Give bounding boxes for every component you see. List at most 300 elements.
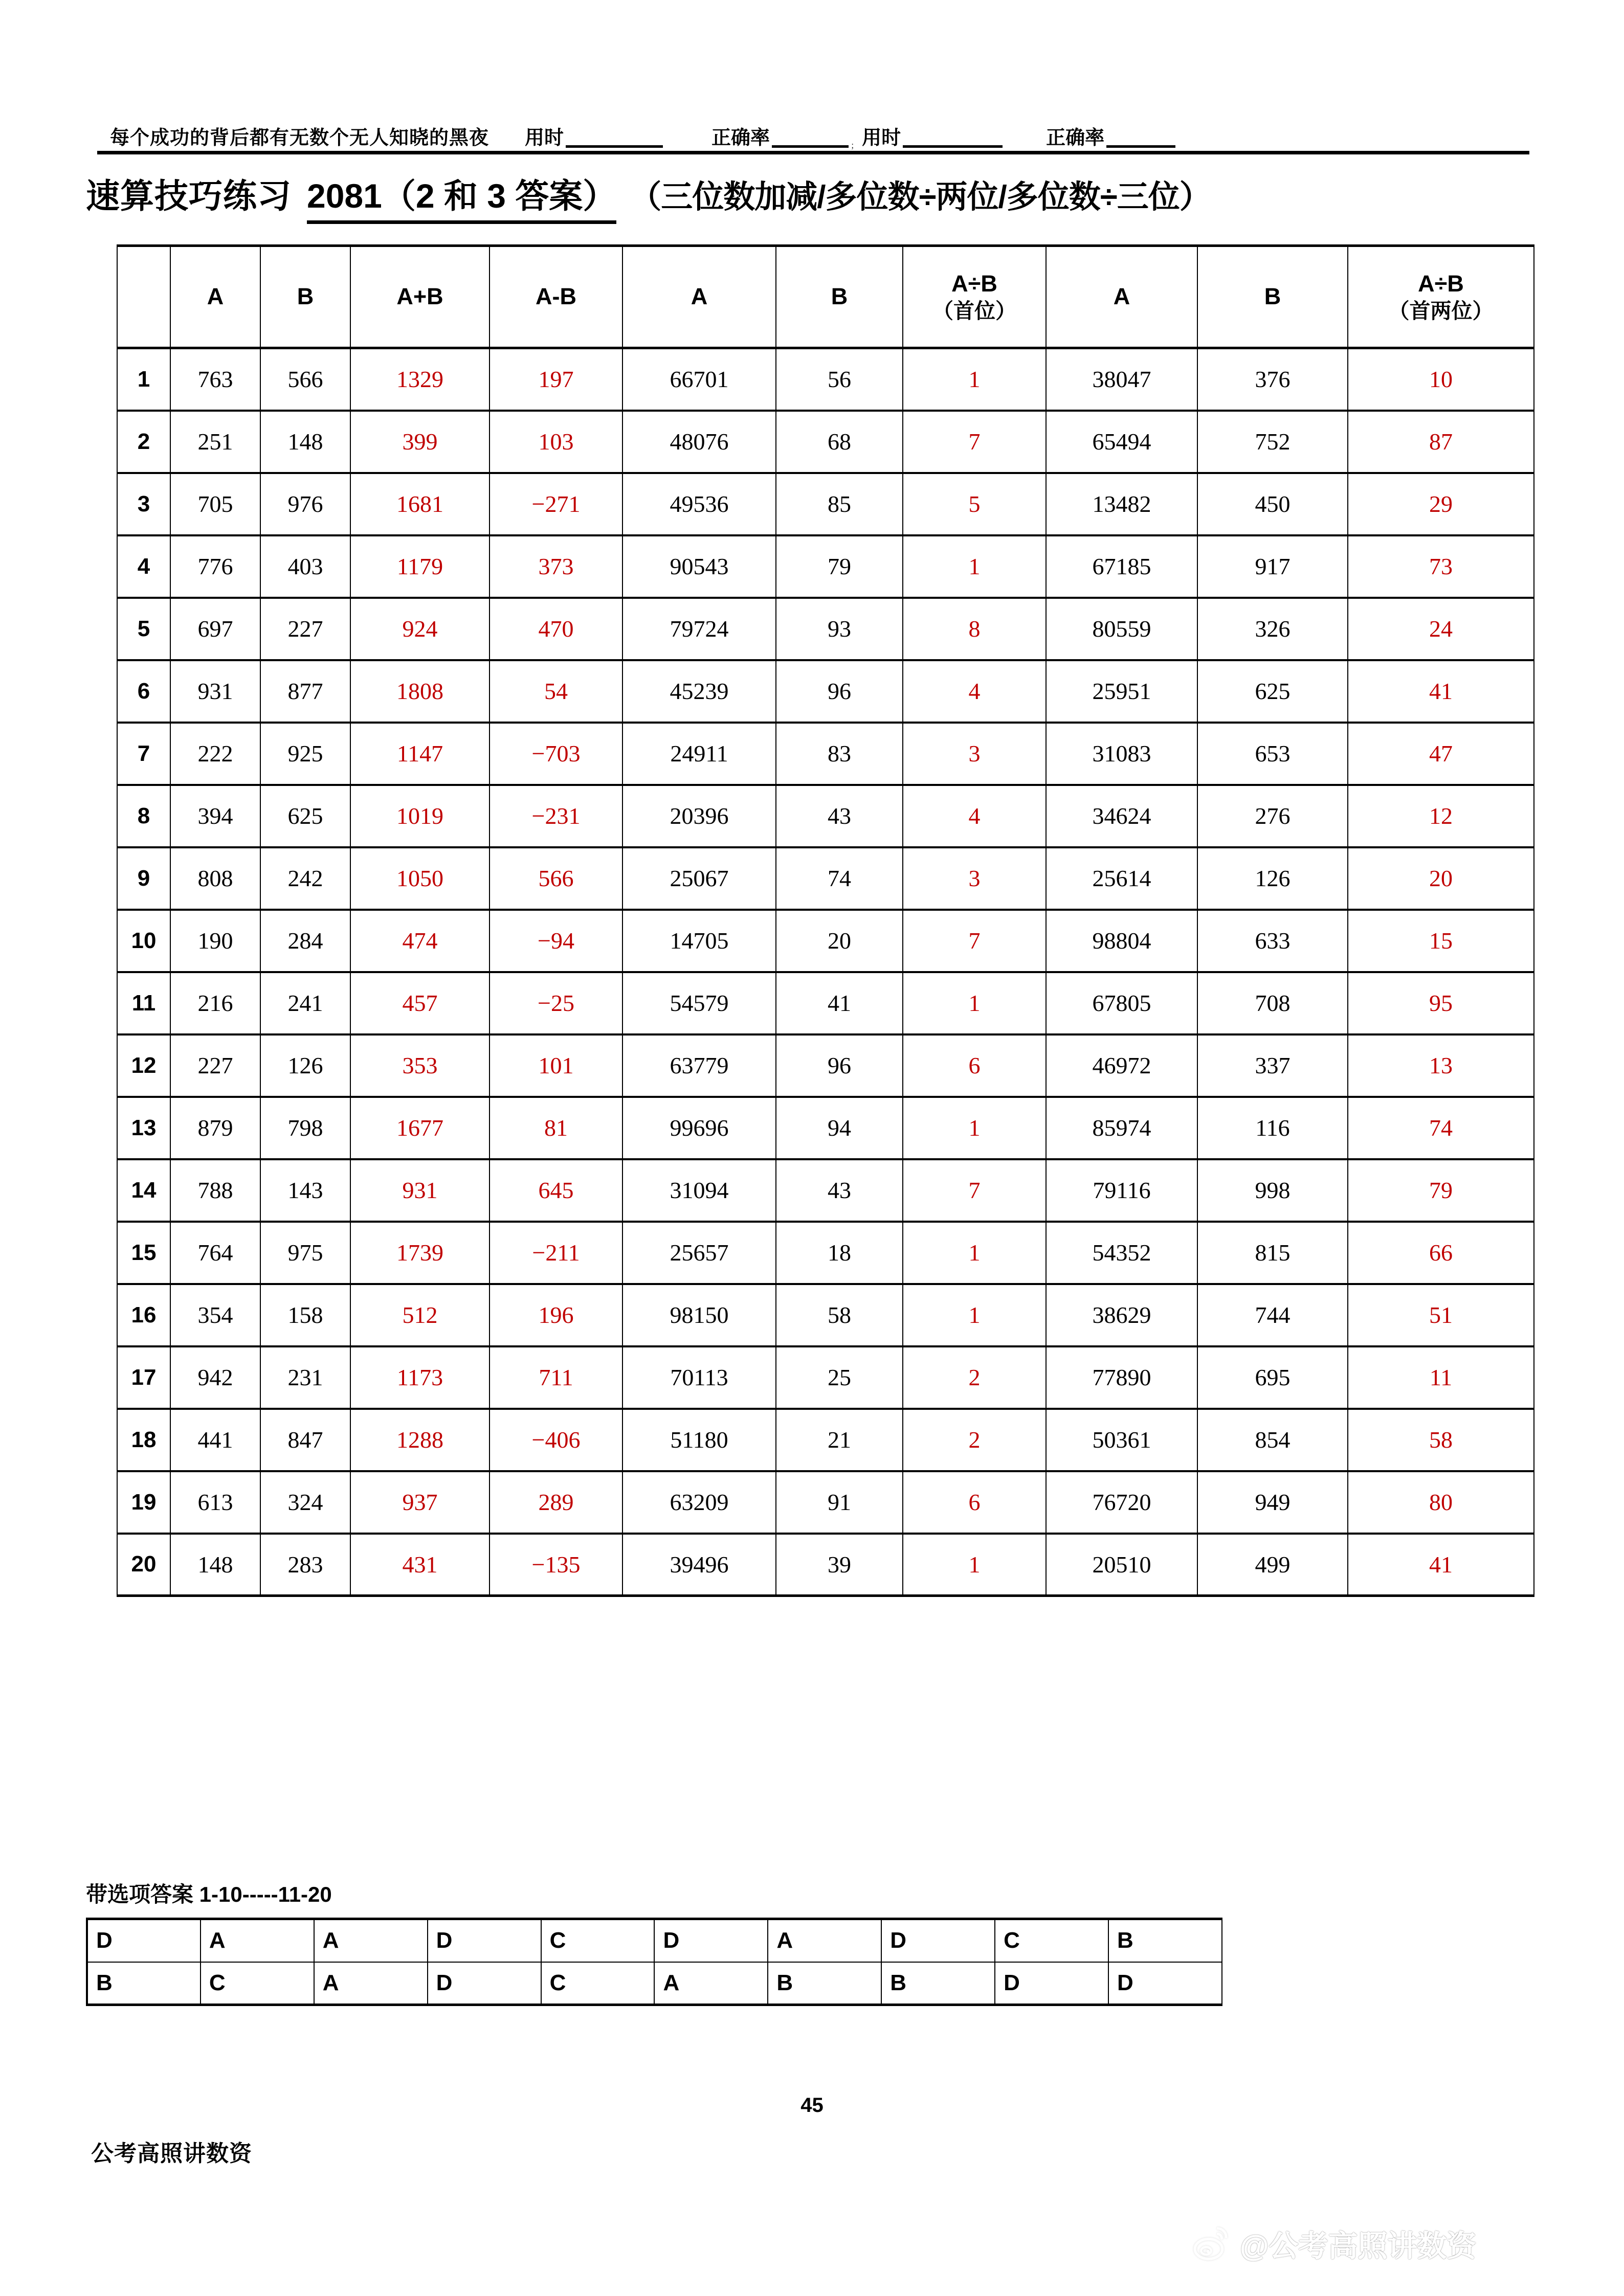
choice-answers-caption: 带选项答案 1-10-----11-20 (86, 1882, 332, 1906)
cell-sum: 399 (350, 411, 490, 473)
cell-sum: 1808 (350, 660, 490, 723)
weibo-watermark (1192, 2222, 1477, 2265)
footer-brand: 公考高照讲数资 (91, 2141, 252, 2166)
title-main-text: 速算技巧练习 (86, 177, 292, 215)
accuracy-blank-2[interactable] (1106, 128, 1175, 148)
cell-sum: 1147 (350, 723, 490, 785)
table-row (117, 1097, 1534, 1159)
cell-diff: 711 (490, 1346, 622, 1409)
cell-b3: 116 (1197, 1097, 1348, 1159)
row-index: 19 (117, 1471, 170, 1534)
cell-q2: 10 (1348, 348, 1534, 411)
cell-q1: 7 (903, 411, 1046, 473)
time-label-1: 用时 (525, 127, 564, 149)
col-header-a2: A (622, 246, 776, 348)
col-header-b1: B (260, 246, 350, 348)
col-header-q1-main: A÷B (951, 271, 997, 297)
cell-sum: 474 (350, 910, 490, 972)
cell-a2: 51180 (622, 1409, 776, 1471)
time-field-1[interactable] (525, 128, 663, 151)
table-row (117, 473, 1534, 535)
cell-sum: 1173 (350, 1346, 490, 1409)
row-index: 16 (117, 1284, 170, 1346)
cell-q1: 1 (903, 1284, 1046, 1346)
choice-answer-cell: C (201, 1962, 314, 2005)
cell-q1: 8 (903, 598, 1046, 660)
title-code-text: 2081（2 和 3 答案） (307, 169, 616, 224)
cell-b1: 925 (260, 723, 350, 785)
choice-answers-body (87, 1919, 1222, 2005)
col-header-sum: A+B (350, 246, 490, 348)
row-index: 7 (117, 723, 170, 785)
row-index: 20 (117, 1534, 170, 1596)
cell-a2: 70113 (622, 1346, 776, 1409)
cell-b3: 625 (1197, 660, 1348, 723)
cell-a1: 216 (170, 972, 260, 1034)
cell-a3: 76720 (1046, 1471, 1197, 1534)
cell-sum: 1677 (350, 1097, 490, 1159)
col-header-diff: A-B (490, 246, 622, 348)
choice-answer-cell: B (1108, 1919, 1222, 1962)
row-index: 18 (117, 1409, 170, 1471)
cell-sum: 1739 (350, 1222, 490, 1284)
cell-b2: 94 (776, 1097, 903, 1159)
table-row (117, 723, 1534, 785)
cell-diff: 103 (490, 411, 622, 473)
cell-q1: 2 (903, 1409, 1046, 1471)
col-header-quotient-first-digit (903, 246, 1046, 348)
choice-answer-cell: D (654, 1919, 768, 1962)
cell-q2: 15 (1348, 910, 1534, 972)
cell-b1: 284 (260, 910, 350, 972)
cell-sum: 931 (350, 1159, 490, 1222)
cell-b3: 276 (1197, 785, 1348, 847)
accuracy-field-2[interactable] (1046, 128, 1175, 151)
table-row (117, 1034, 1534, 1097)
table-row (117, 1471, 1534, 1534)
cell-b2: 58 (776, 1284, 903, 1346)
choice-answer-cell: A (201, 1919, 314, 1962)
cell-b1: 798 (260, 1097, 350, 1159)
cell-b3: 337 (1197, 1034, 1348, 1097)
page-title (86, 169, 1211, 224)
choice-answer-cell: D (1108, 1962, 1222, 2005)
cell-a1: 190 (170, 910, 260, 972)
cell-a2: 63779 (622, 1034, 776, 1097)
cell-a1: 354 (170, 1284, 260, 1346)
cell-a2: 49536 (622, 473, 776, 535)
cell-a1: 613 (170, 1471, 260, 1534)
cell-a3: 46972 (1046, 1034, 1197, 1097)
cell-a1: 441 (170, 1409, 260, 1471)
table-row (117, 785, 1534, 847)
cell-q2: 11 (1348, 1346, 1534, 1409)
cell-q2: 58 (1348, 1409, 1534, 1471)
cell-q2: 13 (1348, 1034, 1534, 1097)
cell-sum: 457 (350, 972, 490, 1034)
cell-q1: 1 (903, 1222, 1046, 1284)
cell-b1: 324 (260, 1471, 350, 1534)
cell-b2: 20 (776, 910, 903, 972)
cell-a3: 25614 (1046, 847, 1197, 910)
cell-a3: 31083 (1046, 723, 1197, 785)
cell-b2: 85 (776, 473, 903, 535)
choice-answer-cell: B (768, 1962, 881, 2005)
cell-a1: 705 (170, 473, 260, 535)
cell-a3: 79116 (1046, 1159, 1197, 1222)
cell-diff: −94 (490, 910, 622, 972)
cell-diff: −211 (490, 1222, 622, 1284)
accuracy-label-1: 正确率 (711, 127, 770, 149)
running-header (110, 95, 1514, 151)
cell-a1: 776 (170, 535, 260, 598)
choice-answer-cell: D (428, 1962, 541, 2005)
cell-a2: 45239 (622, 660, 776, 723)
cell-b1: 158 (260, 1284, 350, 1346)
cell-a1: 763 (170, 348, 260, 411)
cell-q2: 20 (1348, 847, 1534, 910)
cell-q1: 3 (903, 723, 1046, 785)
cell-b1: 241 (260, 972, 350, 1034)
cell-sum: 1681 (350, 473, 490, 535)
cell-q2: 66 (1348, 1222, 1534, 1284)
cell-q1: 1 (903, 535, 1046, 598)
cell-a2: 31094 (622, 1159, 776, 1222)
cell-q1: 6 (903, 1471, 1046, 1534)
row-index: 8 (117, 785, 170, 847)
cell-diff: 470 (490, 598, 622, 660)
table-row (117, 910, 1534, 972)
table-row (117, 1534, 1534, 1596)
col-header-b2: B (776, 246, 903, 348)
cell-a2: 14705 (622, 910, 776, 972)
cell-q1: 4 (903, 785, 1046, 847)
cell-a3: 20510 (1046, 1534, 1197, 1596)
row-index: 5 (117, 598, 170, 660)
cell-q1: 4 (903, 660, 1046, 723)
table-row (117, 535, 1534, 598)
cell-b1: 403 (260, 535, 350, 598)
table-row (117, 411, 1534, 473)
time-blank-1[interactable] (566, 128, 663, 148)
cell-a3: 54352 (1046, 1222, 1197, 1284)
cell-b2: 91 (776, 1471, 903, 1534)
cell-b2: 41 (776, 972, 903, 1034)
cell-q1: 1 (903, 1097, 1046, 1159)
cell-diff: −703 (490, 723, 622, 785)
cell-b1: 975 (260, 1222, 350, 1284)
cell-q2: 47 (1348, 723, 1534, 785)
cell-diff: −231 (490, 785, 622, 847)
cell-b1: 227 (260, 598, 350, 660)
col-header-q2-sub: （首两位） (1388, 299, 1494, 323)
row-index: 9 (117, 847, 170, 910)
cell-b2: 43 (776, 1159, 903, 1222)
row-index: 14 (117, 1159, 170, 1222)
choice-answer-cell: C (541, 1919, 655, 1962)
table-body (117, 348, 1534, 1596)
cell-b2: 18 (776, 1222, 903, 1284)
cell-b3: 450 (1197, 473, 1348, 535)
accuracy-label-2: 正确率 (1046, 127, 1105, 149)
cell-q2: 79 (1348, 1159, 1534, 1222)
cell-a2: 54579 (622, 972, 776, 1034)
choice-answer-cell: D (881, 1919, 995, 1962)
cell-b2: 21 (776, 1409, 903, 1471)
col-header-q2-main: A÷B (1418, 271, 1464, 297)
cell-a3: 77890 (1046, 1346, 1197, 1409)
choice-answer-cell: C (995, 1919, 1108, 1962)
cell-a2: 20396 (622, 785, 776, 847)
cell-diff: 373 (490, 535, 622, 598)
cell-q1: 1 (903, 1534, 1046, 1596)
cell-a3: 50361 (1046, 1409, 1197, 1471)
cell-a3: 38629 (1046, 1284, 1197, 1346)
cell-a1: 227 (170, 1034, 260, 1097)
cell-a2: 79724 (622, 598, 776, 660)
cell-b3: 376 (1197, 348, 1348, 411)
choice-answer-cell: D (87, 1919, 201, 1962)
cell-q2: 95 (1348, 972, 1534, 1034)
choice-answer-cell: A (314, 1962, 428, 2005)
cell-q1: 3 (903, 847, 1046, 910)
cell-a3: 98804 (1046, 910, 1197, 972)
cell-a1: 879 (170, 1097, 260, 1159)
choice-answers-row (87, 1962, 1222, 2005)
table-row (117, 1409, 1534, 1471)
cell-a1: 931 (170, 660, 260, 723)
weibo-logo-icon (1192, 2223, 1232, 2263)
table-row (117, 598, 1534, 660)
cell-b2: 56 (776, 348, 903, 411)
cell-b3: 917 (1197, 535, 1348, 598)
col-header-b3: B (1197, 246, 1348, 348)
row-index: 4 (117, 535, 170, 598)
cell-b1: 625 (260, 785, 350, 847)
cell-b1: 126 (260, 1034, 350, 1097)
choice-answer-cell: D (428, 1919, 541, 1962)
table-row (117, 972, 1534, 1034)
cell-b2: 96 (776, 1034, 903, 1097)
table-row (117, 660, 1534, 723)
accuracy-blank-1[interactable] (772, 128, 849, 148)
cell-b2: 93 (776, 598, 903, 660)
cell-a1: 697 (170, 598, 260, 660)
cell-a3: 13482 (1046, 473, 1197, 535)
cell-q1: 7 (903, 910, 1046, 972)
cell-b3: 126 (1197, 847, 1348, 910)
cell-a1: 788 (170, 1159, 260, 1222)
cell-sum: 1019 (350, 785, 490, 847)
cell-diff: 54 (490, 660, 622, 723)
cell-a2: 63209 (622, 1471, 776, 1534)
cell-a1: 808 (170, 847, 260, 910)
cell-a3: 80559 (1046, 598, 1197, 660)
cell-sum: 512 (350, 1284, 490, 1346)
row-index: 15 (117, 1222, 170, 1284)
table-row (117, 348, 1534, 411)
cell-q2: 87 (1348, 411, 1534, 473)
calculation-table (117, 244, 1534, 1597)
cell-a3: 67805 (1046, 972, 1197, 1034)
page-number: 45 (800, 2094, 824, 2117)
cell-a3: 67185 (1046, 535, 1197, 598)
cell-q1: 2 (903, 1346, 1046, 1409)
table-row (117, 1222, 1534, 1284)
cell-b3: 326 (1197, 598, 1348, 660)
cell-a1: 764 (170, 1222, 260, 1284)
col-header-a1: A (170, 246, 260, 348)
cell-a2: 39496 (622, 1534, 776, 1596)
cell-b1: 148 (260, 411, 350, 473)
cell-a2: 24911 (622, 723, 776, 785)
cell-diff: 196 (490, 1284, 622, 1346)
cell-b2: 25 (776, 1346, 903, 1409)
choice-answer-cell: B (87, 1962, 201, 2005)
row-index: 1 (117, 348, 170, 411)
time-blank-2[interactable] (903, 128, 1003, 148)
cell-diff: −25 (490, 972, 622, 1034)
cell-diff: 197 (490, 348, 622, 411)
cell-b2: 68 (776, 411, 903, 473)
table-row (117, 1284, 1534, 1346)
cell-sum: 431 (350, 1534, 490, 1596)
cell-sum: 1179 (350, 535, 490, 598)
cell-a1: 148 (170, 1534, 260, 1596)
cell-a2: 25067 (622, 847, 776, 910)
row-index: 12 (117, 1034, 170, 1097)
header-separator: ； (851, 142, 859, 150)
cell-b1: 847 (260, 1409, 350, 1471)
cell-sum: 1050 (350, 847, 490, 910)
col-header-index (117, 246, 170, 348)
cell-a2: 98150 (622, 1284, 776, 1346)
cell-b1: 976 (260, 473, 350, 535)
cell-b1: 877 (260, 660, 350, 723)
choice-answer-cell: B (881, 1962, 995, 2005)
cell-sum: 1288 (350, 1409, 490, 1471)
time-label-2: 用时 (862, 127, 901, 149)
cell-diff: 645 (490, 1159, 622, 1222)
cell-sum: 937 (350, 1471, 490, 1534)
cell-b3: 708 (1197, 972, 1348, 1034)
title-subtitle-text: （三位数加减/多位数÷两位/多位数÷三位） (630, 179, 1211, 215)
table-header (117, 246, 1534, 348)
cell-a3: 34624 (1046, 785, 1197, 847)
cell-b3: 653 (1197, 723, 1348, 785)
cell-diff: −135 (490, 1534, 622, 1596)
cell-a2: 99696 (622, 1097, 776, 1159)
cell-q1: 6 (903, 1034, 1046, 1097)
cell-q2: 73 (1348, 535, 1534, 598)
cell-b3: 815 (1197, 1222, 1348, 1284)
table-row (117, 847, 1534, 910)
cell-b1: 566 (260, 348, 350, 411)
cell-q1: 1 (903, 972, 1046, 1034)
cell-q2: 12 (1348, 785, 1534, 847)
cell-sum: 353 (350, 1034, 490, 1097)
cell-q1: 7 (903, 1159, 1046, 1222)
choice-answer-cell: A (654, 1962, 768, 2005)
cell-b1: 143 (260, 1159, 350, 1222)
cell-a2: 48076 (622, 411, 776, 473)
choice-answer-cell: A (314, 1919, 428, 1962)
col-header-q1-sub: （首位） (932, 299, 1016, 323)
motto-text: 每个成功的背后都有无数个无人知晓的黑夜 (110, 127, 490, 149)
time-field-2[interactable] (862, 128, 1003, 151)
weibo-watermark-text: @公考高照讲数资 (1240, 2230, 1477, 2263)
table-row (117, 1346, 1534, 1409)
cell-diff: 289 (490, 1471, 622, 1534)
cell-q2: 41 (1348, 1534, 1534, 1596)
cell-a1: 222 (170, 723, 260, 785)
cell-sum: 1329 (350, 348, 490, 411)
cell-b3: 752 (1197, 411, 1348, 473)
cell-b2: 79 (776, 535, 903, 598)
cell-b1: 283 (260, 1534, 350, 1596)
table-row (117, 1159, 1534, 1222)
row-index: 6 (117, 660, 170, 723)
cell-b2: 83 (776, 723, 903, 785)
cell-b1: 231 (260, 1346, 350, 1409)
choice-answer-cell: D (995, 1962, 1108, 2005)
cell-b3: 854 (1197, 1409, 1348, 1471)
cell-a2: 90543 (622, 535, 776, 598)
row-index: 2 (117, 411, 170, 473)
cell-a1: 942 (170, 1346, 260, 1409)
header-divider (97, 151, 1529, 154)
cell-diff: 101 (490, 1034, 622, 1097)
row-index: 11 (117, 972, 170, 1034)
cell-b3: 998 (1197, 1159, 1348, 1222)
row-index: 10 (117, 910, 170, 972)
col-header-quotient-first-two-digits (1348, 246, 1534, 348)
cell-b2: 96 (776, 660, 903, 723)
cell-q1: 1 (903, 348, 1046, 411)
col-header-a3: A (1046, 246, 1197, 348)
cell-b3: 499 (1197, 1534, 1348, 1596)
cell-a1: 251 (170, 411, 260, 473)
cell-diff: −406 (490, 1409, 622, 1471)
cell-a3: 25951 (1046, 660, 1197, 723)
cell-a2: 25657 (622, 1222, 776, 1284)
row-index: 3 (117, 473, 170, 535)
cell-diff: −271 (490, 473, 622, 535)
cell-b2: 43 (776, 785, 903, 847)
row-index: 17 (117, 1346, 170, 1409)
cell-b3: 949 (1197, 1471, 1348, 1534)
choice-answers-table (86, 1918, 1222, 2006)
cell-a1: 394 (170, 785, 260, 847)
cell-q2: 24 (1348, 598, 1534, 660)
cell-q2: 51 (1348, 1284, 1534, 1346)
choice-answers-row (87, 1919, 1222, 1962)
row-index: 13 (117, 1097, 170, 1159)
cell-sum: 924 (350, 598, 490, 660)
cell-b2: 74 (776, 847, 903, 910)
choice-answer-cell: C (541, 1962, 655, 2005)
accuracy-field-1[interactable] (711, 128, 849, 151)
cell-b3: 744 (1197, 1284, 1348, 1346)
cell-q2: 29 (1348, 473, 1534, 535)
header-row (117, 246, 1534, 348)
cell-a3: 85974 (1046, 1097, 1197, 1159)
cell-diff: 81 (490, 1097, 622, 1159)
cell-q2: 41 (1348, 660, 1534, 723)
cell-b1: 242 (260, 847, 350, 910)
cell-b3: 633 (1197, 910, 1348, 972)
cell-a3: 65494 (1046, 411, 1197, 473)
